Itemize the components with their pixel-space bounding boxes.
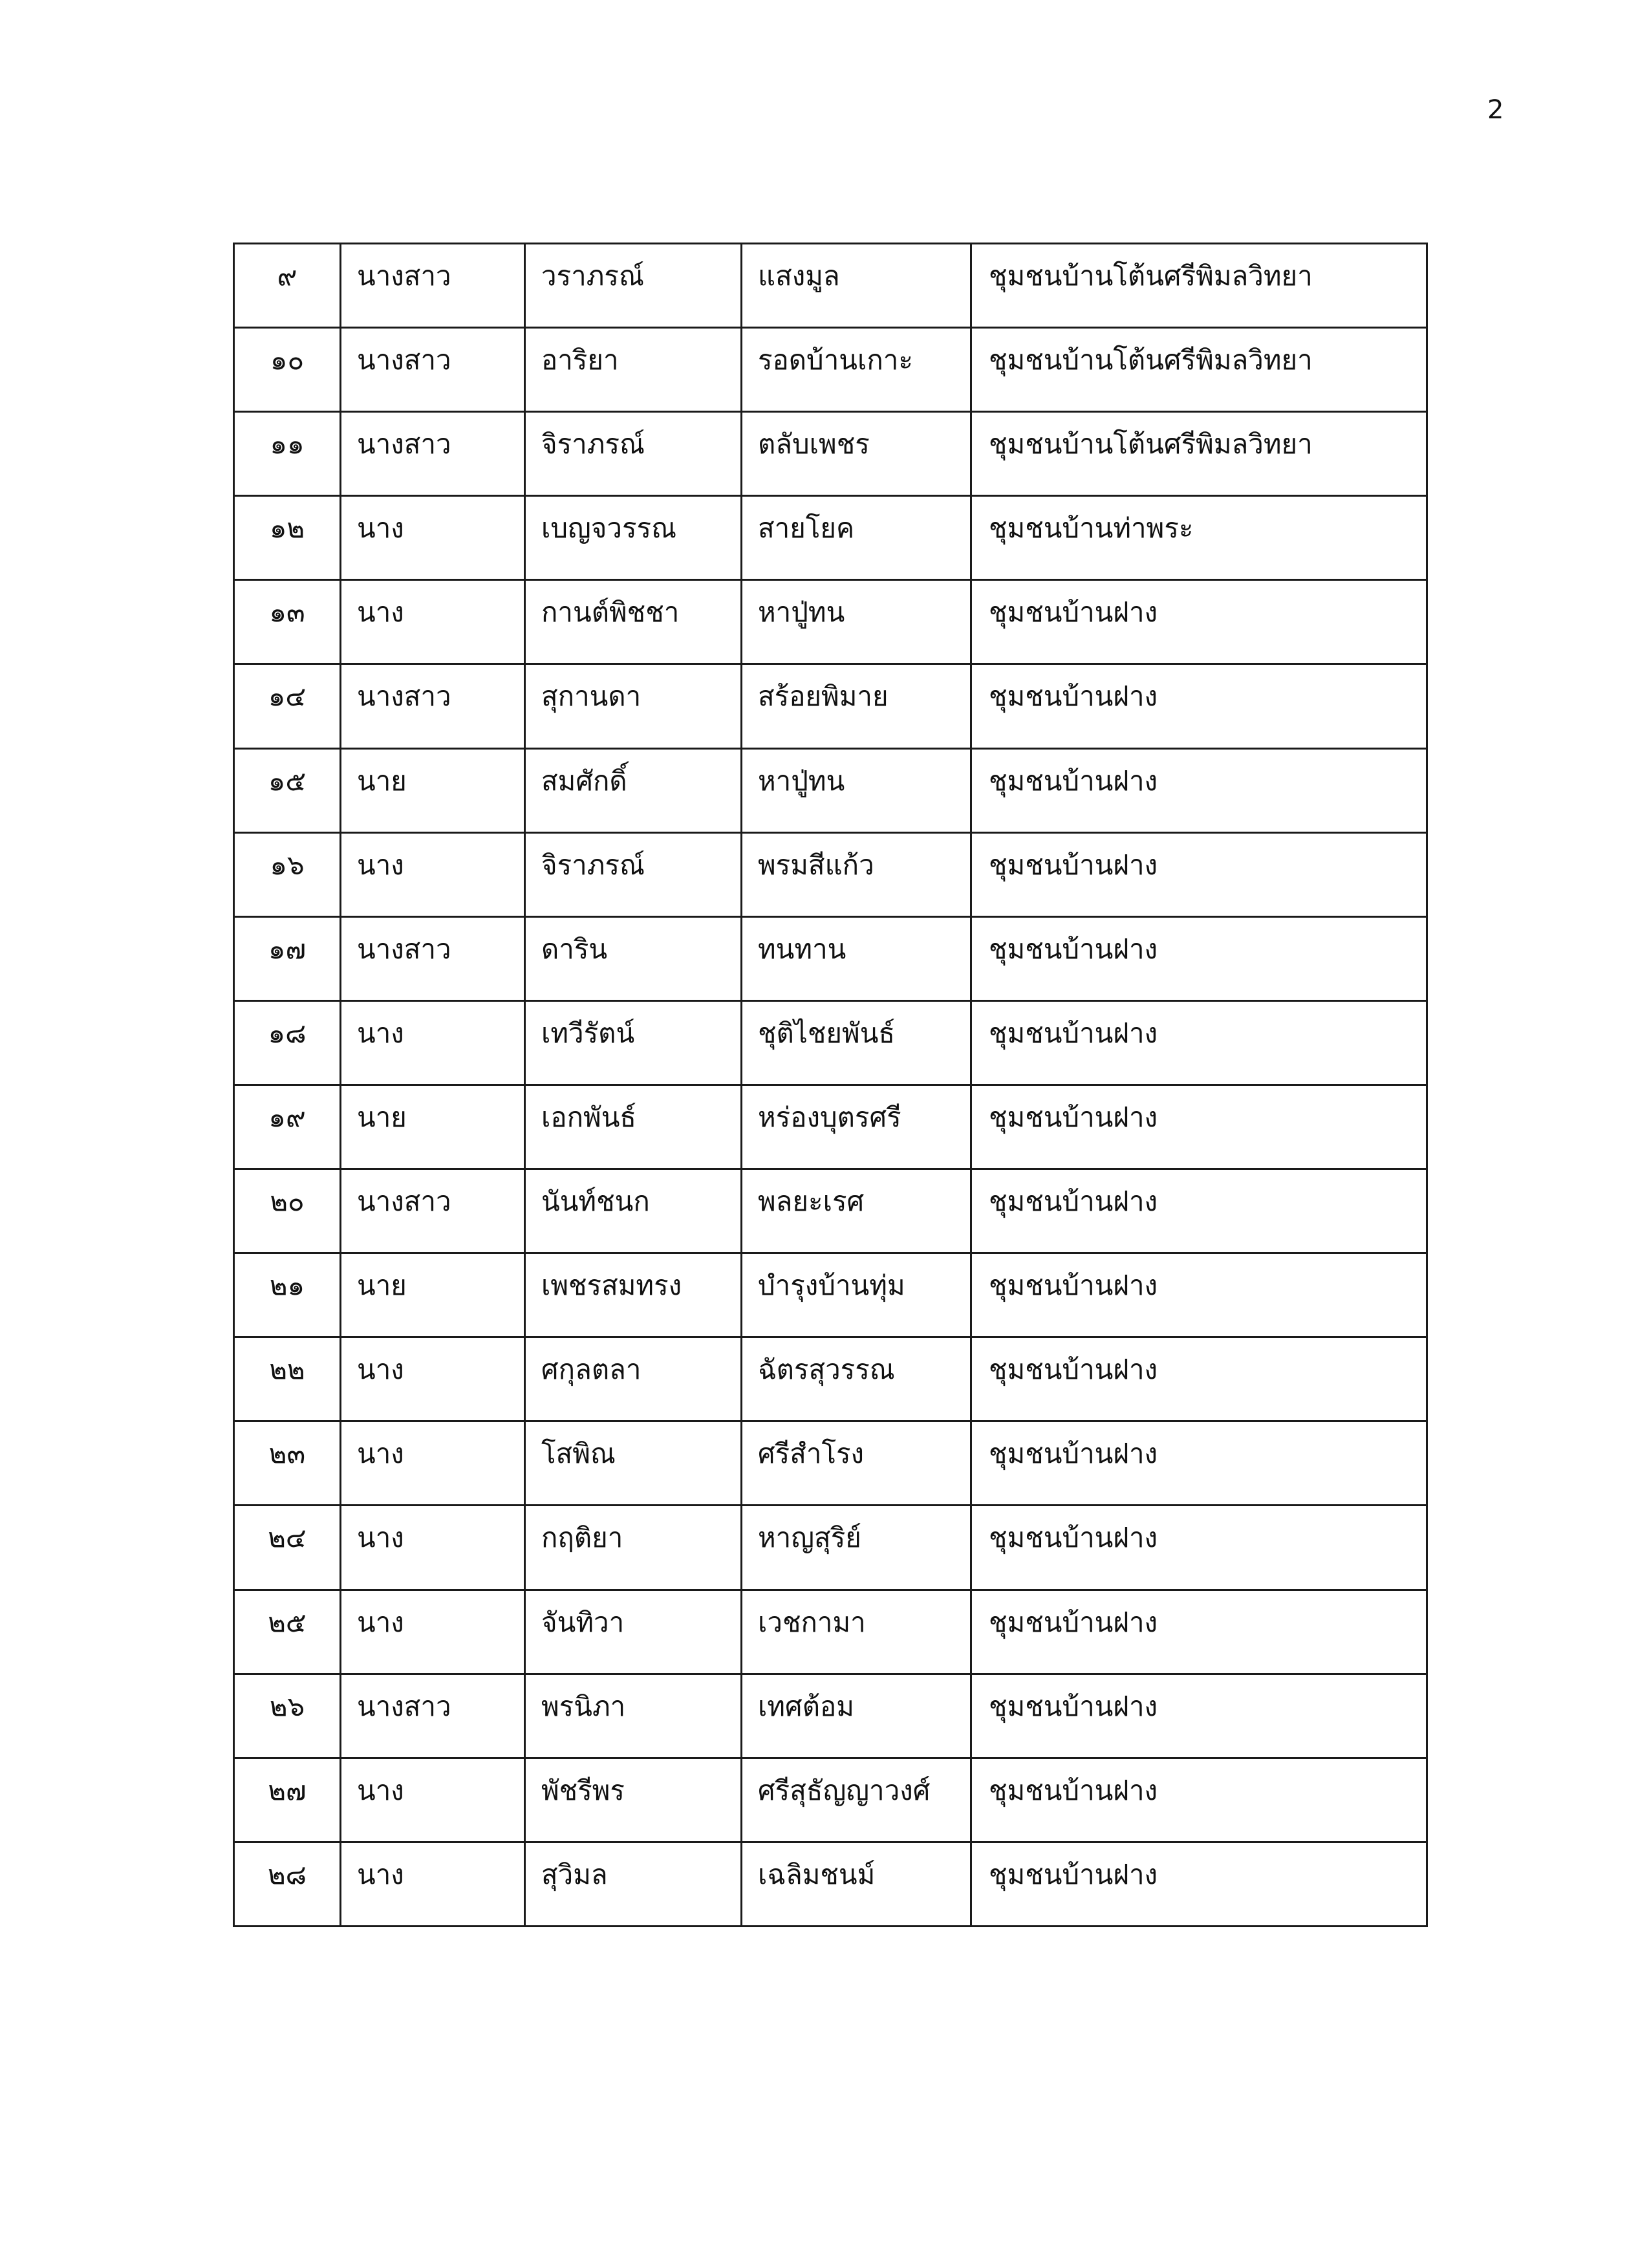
first-name-cell: ศกุลตลา <box>525 1337 742 1421</box>
table-row <box>234 832 1427 916</box>
row-number-cell: ๑๕ <box>234 748 341 832</box>
table-row <box>234 748 1427 832</box>
community-cell: ชุมชนบ้านท่าพระ <box>971 496 1427 580</box>
title-cell: นาง <box>341 580 525 664</box>
table-row <box>234 1421 1427 1506</box>
title-cell: นางสาว <box>341 1674 525 1758</box>
community-cell: ชุมชนบ้านฝาง <box>971 1000 1427 1085</box>
community-cell: ชุมชนบ้านฝาง <box>971 1337 1427 1421</box>
community-cell: ชุมชนบ้านฝาง <box>971 1590 1427 1674</box>
row-number-cell: ๑๒ <box>234 496 341 580</box>
title-cell: นางสาว <box>341 412 525 496</box>
title-cell: นาง <box>341 1842 525 1926</box>
table-row <box>234 1506 1427 1590</box>
row-number-cell: ๑๙ <box>234 1085 341 1169</box>
row-number-cell: ๒๐ <box>234 1169 341 1253</box>
table-row <box>234 664 1427 748</box>
title-cell: นางสาว <box>341 328 525 412</box>
row-number-cell: ๒๘ <box>234 1842 341 1926</box>
table-row <box>234 1000 1427 1085</box>
title-cell: นาง <box>341 1337 525 1421</box>
last-name-cell: เวชกามา <box>742 1590 971 1674</box>
title-cell: นาง <box>341 1758 525 1842</box>
community-cell: ชุมชนบ้านฝาง <box>971 1758 1427 1842</box>
last-name-cell: ชุติไชยพันธ์ <box>742 1000 971 1085</box>
last-name-cell: ศรีสุธัญญาวงศ์ <box>742 1758 971 1842</box>
row-number-cell: ๑๓ <box>234 580 341 664</box>
last-name-cell: สร้อยพิมาย <box>742 664 971 748</box>
first-name-cell: สุวิมล <box>525 1842 742 1926</box>
community-cell: ชุมชนบ้านฝาง <box>971 748 1427 832</box>
community-cell: ชุมชนบ้านฝาง <box>971 1506 1427 1590</box>
row-number-cell: ๑๗ <box>234 916 341 1000</box>
page-number: 2 <box>1487 95 1504 125</box>
participant-table-body <box>234 244 1427 1927</box>
first-name-cell: เอกพันธ์ <box>525 1085 742 1169</box>
last-name-cell: ศรีสำโรง <box>742 1421 971 1506</box>
title-cell: นางสาว <box>341 664 525 748</box>
title-cell: นาง <box>341 496 525 580</box>
first-name-cell: ดาริน <box>525 916 742 1000</box>
table-row <box>234 328 1427 412</box>
table-row <box>234 1590 1427 1674</box>
community-cell: ชุมชนบ้านฝาง <box>971 1842 1427 1926</box>
row-number-cell: ๑๖ <box>234 832 341 916</box>
title-cell: นาย <box>341 748 525 832</box>
community-cell: ชุมชนบ้านฝาง <box>971 664 1427 748</box>
row-number-cell: ๑๘ <box>234 1000 341 1085</box>
table-row <box>234 496 1427 580</box>
first-name-cell: สมศักดิ์ <box>525 748 742 832</box>
first-name-cell: พัชรีพร <box>525 1758 742 1842</box>
last-name-cell: หาญสุริย์ <box>742 1506 971 1590</box>
row-number-cell: ๒๔ <box>234 1506 341 1590</box>
first-name-cell: กฤติยา <box>525 1506 742 1590</box>
row-number-cell: ๒๗ <box>234 1758 341 1842</box>
title-cell: นาย <box>341 1253 525 1337</box>
table-row <box>234 916 1427 1000</box>
first-name-cell: นันท์ชนก <box>525 1169 742 1253</box>
first-name-cell: โสพิณ <box>525 1421 742 1506</box>
last-name-cell: บำรุงบ้านทุ่ม <box>742 1253 971 1337</box>
first-name-cell: จิราภรณ์ <box>525 832 742 916</box>
community-cell: ชุมชนบ้านโต้นศรีพิมลวิทยา <box>971 412 1427 496</box>
title-cell: นางสาว <box>341 1169 525 1253</box>
title-cell: นาง <box>341 1421 525 1506</box>
table-row <box>234 1758 1427 1842</box>
last-name-cell: ฉัตรสุวรรณ <box>742 1337 971 1421</box>
row-number-cell: ๒๓ <box>234 1421 341 1506</box>
last-name-cell: แสงมูล <box>742 244 971 328</box>
table-row <box>234 1085 1427 1169</box>
first-name-cell: จิราภรณ์ <box>525 412 742 496</box>
table-row <box>234 412 1427 496</box>
last-name-cell: เฉลิมชนม์ <box>742 1842 971 1926</box>
last-name-cell: ทนทาน <box>742 916 971 1000</box>
title-cell: นางสาว <box>341 916 525 1000</box>
community-cell: ชุมชนบ้านฝาง <box>971 1421 1427 1506</box>
community-cell: ชุมชนบ้านฝาง <box>971 1169 1427 1253</box>
last-name-cell: สายโยค <box>742 496 971 580</box>
community-cell: ชุมชนบ้านฝาง <box>971 1253 1427 1337</box>
first-name-cell: กานต์พิชชา <box>525 580 742 664</box>
row-number-cell: ๒๕ <box>234 1590 341 1674</box>
title-cell: นางสาว <box>341 244 525 328</box>
last-name-cell: รอดบ้านเกาะ <box>742 328 971 412</box>
first-name-cell: วราภรณ์ <box>525 244 742 328</box>
last-name-cell: เทศต้อม <box>742 1674 971 1758</box>
last-name-cell: หาปู่ทน <box>742 580 971 664</box>
community-cell: ชุมชนบ้านโต้นศรีพิมลวิทยา <box>971 244 1427 328</box>
community-cell: ชุมชนบ้านฝาง <box>971 832 1427 916</box>
table-row <box>234 1253 1427 1337</box>
title-cell: นาง <box>341 1590 525 1674</box>
last-name-cell: หาปู่ทน <box>742 748 971 832</box>
last-name-cell: ตลับเพชร <box>742 412 971 496</box>
community-cell: ชุมชนบ้านโต้นศรีพิมลวิทยา <box>971 328 1427 412</box>
row-number-cell: ๒๒ <box>234 1337 341 1421</box>
table-row <box>234 1842 1427 1926</box>
community-cell: ชุมชนบ้านฝาง <box>971 1085 1427 1169</box>
community-cell: ชุมชนบ้านฝาง <box>971 916 1427 1000</box>
first-name-cell: เบญจวรรณ <box>525 496 742 580</box>
last-name-cell: พรมสีแก้ว <box>742 832 971 916</box>
first-name-cell: เพชรสมทรง <box>525 1253 742 1337</box>
first-name-cell: จันทิวา <box>525 1590 742 1674</box>
first-name-cell: สุกานดา <box>525 664 742 748</box>
first-name-cell: อาริยา <box>525 328 742 412</box>
table-row <box>234 1337 1427 1421</box>
row-number-cell: ๑๐ <box>234 328 341 412</box>
last-name-cell: หร่องบุตรศรี <box>742 1085 971 1169</box>
first-name-cell: พรนิภา <box>525 1674 742 1758</box>
participant-table <box>233 243 1428 1927</box>
row-number-cell: ๑๔ <box>234 664 341 748</box>
title-cell: นาง <box>341 1000 525 1085</box>
table-row <box>234 1169 1427 1253</box>
first-name-cell: เทวีรัตน์ <box>525 1000 742 1085</box>
community-cell: ชุมชนบ้านฝาง <box>971 1674 1427 1758</box>
row-number-cell: ๒๖ <box>234 1674 341 1758</box>
row-number-cell: ๙ <box>234 244 341 328</box>
title-cell: นาง <box>341 1506 525 1590</box>
last-name-cell: พลยะเรศ <box>742 1169 971 1253</box>
title-cell: นาย <box>341 1085 525 1169</box>
title-cell: นาง <box>341 832 525 916</box>
table-row <box>234 1674 1427 1758</box>
table-row <box>234 244 1427 328</box>
row-number-cell: ๒๑ <box>234 1253 341 1337</box>
row-number-cell: ๑๑ <box>234 412 341 496</box>
table-row <box>234 580 1427 664</box>
community-cell: ชุมชนบ้านฝาง <box>971 580 1427 664</box>
